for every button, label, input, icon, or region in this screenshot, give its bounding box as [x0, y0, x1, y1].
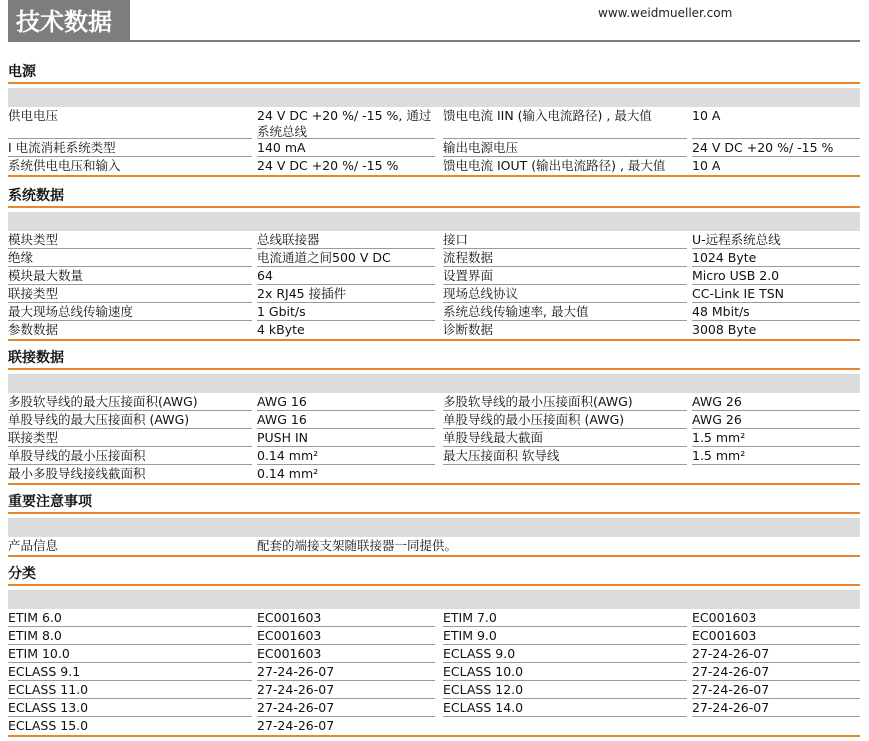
value-cell: [692, 717, 860, 735]
section-header-bar: [8, 590, 860, 609]
label-cell: ETIM 10.0: [8, 645, 252, 663]
label-cell: 设置界面: [443, 267, 687, 285]
table-row: [8, 699, 860, 717]
value-cell: 27-24-26-07: [692, 681, 860, 699]
value-cell: 10 A: [692, 107, 860, 139]
value-cell: AWG 26: [692, 411, 860, 429]
value-cell: EC001603: [692, 609, 860, 627]
section-power: [8, 62, 860, 177]
value-cell: 27-24-26-07: [692, 699, 860, 717]
label-cell: 模块最大数量: [8, 267, 252, 285]
value-cell: 24 V DC +20 %/ -15 %, 通过系统总线: [257, 107, 435, 139]
section-end-rule: [8, 339, 860, 341]
value-cell: AWG 16: [257, 393, 435, 411]
label-cell: ECLASS 10.0: [443, 663, 687, 681]
section-rule: [8, 584, 860, 586]
section-notes: [8, 492, 860, 557]
section-end-rule: [8, 735, 860, 737]
section-end-rule: [8, 175, 860, 177]
value-cell: 27-24-26-07: [257, 681, 435, 699]
value-cell: [692, 465, 860, 483]
label-cell: 最小多股导线接线截面积: [8, 466, 146, 481]
value-cell: U-远程系统总线: [692, 231, 860, 249]
table-row: [8, 321, 860, 339]
value-cell: EC001603: [257, 609, 435, 627]
label-cell: ECLASS 11.0: [8, 681, 252, 699]
value-cell: PUSH IN: [257, 429, 435, 447]
table-row: [8, 231, 860, 249]
page-title: 技术数据: [8, 0, 130, 42]
label-cell: 模块类型: [8, 231, 252, 249]
table-row: [8, 303, 860, 321]
value-cell: 1.5 mm²: [692, 447, 860, 465]
table-row: [8, 627, 860, 645]
table-row: [8, 157, 860, 175]
label-cell: [443, 717, 687, 735]
label-cell: 流程数据: [443, 249, 687, 267]
table-row: [8, 393, 860, 411]
label-cell: 最大现场总线传输速度: [8, 303, 252, 321]
label-cell: 单股导线的最小压接面积: [8, 447, 252, 465]
value-cell: 24 V DC +20 %/ -15 %: [692, 139, 860, 157]
table-row: [8, 285, 860, 303]
label-cell: 系统总线传输速率, 最大值: [443, 303, 687, 321]
section-title: 重要注意事项: [8, 494, 92, 510]
section-rule: [8, 82, 860, 84]
section-rule: [8, 206, 860, 208]
section-rule: [8, 368, 860, 370]
value-cell: 10 A: [692, 158, 721, 173]
label-cell: ECLASS 15.0: [8, 718, 89, 733]
value-cell: 24 V DC +20 %/ -15 %: [257, 158, 399, 173]
value-cell: 1 Gbit/s: [257, 303, 435, 321]
value-cell: 48 Mbit/s: [692, 303, 860, 321]
label-cell: 单股导线的最大压接面积 (AWG): [8, 411, 252, 429]
section-header-bar: [8, 88, 860, 107]
value-cell: EC001603: [257, 645, 435, 663]
website-url[interactable]: www.weidmueller.com: [598, 6, 733, 20]
value-cell: CC-Link IE TSN: [692, 285, 860, 303]
label-cell: 单股导线最大截面: [443, 429, 687, 447]
section-header-bar: [8, 518, 860, 537]
label-cell: ECLASS 9.1: [8, 663, 252, 681]
label-cell: 参数数据: [8, 322, 59, 337]
table-row: [8, 447, 860, 465]
section-header-bar: [8, 212, 860, 231]
value-cell: 27-24-26-07: [257, 663, 435, 681]
table-row: [8, 663, 860, 681]
value-cell: 1024 Byte: [692, 249, 860, 267]
table-row: [8, 645, 860, 663]
label-cell: 馈电电流 IOUT (输出电流路径) , 最大值: [443, 158, 666, 173]
label-cell: ECLASS 14.0: [443, 699, 687, 717]
label-cell: 现场总线协议: [443, 285, 687, 303]
label-cell: ECLASS 12.0: [443, 681, 687, 699]
label-cell: ETIM 7.0: [443, 609, 687, 627]
section-end-rule: [8, 483, 860, 485]
table-row: [8, 609, 860, 627]
value-cell: 27-24-26-07: [257, 699, 435, 717]
value-cell: 2x RJ45 接插件: [257, 285, 435, 303]
table-row: [8, 267, 860, 285]
value-cell: EC001603: [692, 627, 860, 645]
label-cell: 接口: [443, 231, 687, 249]
value-cell: 27-24-26-07: [692, 663, 860, 681]
table-row: [8, 411, 860, 429]
label-cell: 馈电电流 IIN (输入电流路径) , 最大值: [443, 107, 687, 139]
section-title: 分类: [8, 566, 36, 582]
page-header: [8, 0, 860, 44]
section-connection-data: [8, 348, 860, 485]
label-cell: 诊断数据: [443, 322, 494, 337]
label-cell: I 电流消耗系统类型: [8, 139, 252, 157]
label-cell: ECLASS 13.0: [8, 699, 252, 717]
section-rule: [8, 512, 860, 514]
table-row: [8, 681, 860, 699]
label-cell: 产品信息: [8, 538, 59, 553]
value-cell: Micro USB 2.0: [692, 267, 860, 285]
label-cell: 供电电压: [8, 107, 252, 139]
table-row: [8, 465, 860, 483]
label-cell: ECLASS 9.0: [443, 645, 687, 663]
value-cell: AWG 26: [692, 393, 860, 411]
title-underline: [130, 40, 860, 42]
section-classification: [8, 564, 860, 737]
label-cell: 最大压接面积 软导线: [443, 447, 687, 465]
value-cell: AWG 16: [257, 411, 435, 429]
label-cell: 多股软导线的最小压接面积(AWG): [443, 393, 687, 411]
value-cell: EC001603: [257, 627, 435, 645]
label-cell: ETIM 8.0: [8, 627, 252, 645]
label-cell: 绝缘: [8, 249, 252, 267]
table-row: [8, 429, 860, 447]
value-cell: 0.14 mm²: [257, 466, 319, 481]
label-cell: 联接类型: [8, 429, 252, 447]
label-cell: ETIM 6.0: [8, 609, 252, 627]
section-title: 系统数据: [8, 188, 64, 204]
section-end-rule: [8, 555, 860, 557]
label-cell: 联接类型: [8, 285, 252, 303]
value-cell: 总线联接器: [257, 231, 435, 249]
table-row: [8, 717, 860, 735]
section-header-bar: [8, 374, 860, 393]
table-row: [8, 139, 860, 157]
value-cell: 0.14 mm²: [257, 447, 435, 465]
table-row: [8, 107, 860, 139]
label-cell: 多股软导线的最大压接面积(AWG): [8, 393, 252, 411]
section-system-data: [8, 186, 860, 341]
value-cell: 电流通道之间500 V DC: [257, 249, 435, 267]
value-cell: 27-24-26-07: [257, 718, 335, 733]
section-title: 电源: [8, 64, 36, 80]
value-cell: 64: [257, 267, 435, 285]
value-cell: 1.5 mm²: [692, 429, 860, 447]
label-cell: [443, 465, 687, 483]
label-cell: 系统供电电压和输入: [8, 158, 121, 173]
table-row: [8, 537, 860, 555]
label-cell: ETIM 9.0: [443, 627, 687, 645]
section-title: 联接数据: [8, 350, 64, 366]
value-cell: 140 mA: [257, 139, 435, 157]
value-cell: 配套的端接支架随联接器一同提供。: [257, 538, 458, 553]
label-cell: 单股导线的最小压接面积 (AWG): [443, 411, 687, 429]
label-cell: 输出电源电压: [443, 139, 687, 157]
value-cell: 4 kByte: [257, 322, 305, 337]
value-cell: 27-24-26-07: [692, 645, 860, 663]
table-row: [8, 249, 860, 267]
value-cell: 3008 Byte: [692, 322, 757, 337]
